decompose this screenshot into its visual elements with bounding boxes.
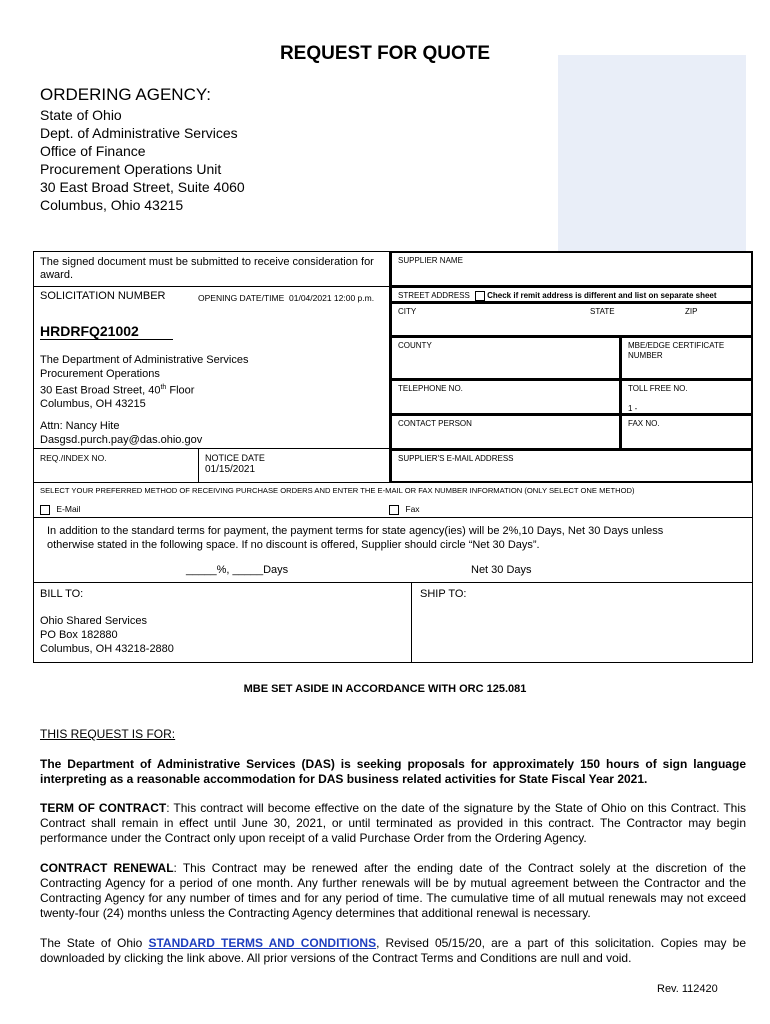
ordering-agency-heading: ORDERING AGENCY: bbox=[40, 85, 211, 104]
mbe-set-aside: MBE SET ASIDE IN ACCORDANCE WITH ORC 125.081 bbox=[243, 683, 527, 695]
page-title: REQUEST FOR QUOTE bbox=[279, 43, 491, 64]
bill-to-line: Columbus, OH 43218-2880 bbox=[40, 643, 174, 655]
contact-person-label: CONTACT PERSON bbox=[398, 419, 472, 428]
bill-to-label: BILL TO: bbox=[40, 588, 84, 600]
standard-terms-paragraph: The State of Ohio STANDARD TERMS AND CONDITIONS, Revised 05/15/20, are a part of this solicitation. Copies may be downloaded by clicking the link above. All prior versions of the Contract Terms and Conditions are null and void. bbox=[40, 936, 747, 965]
opening-date-value: 01/04/2021 12:00 p.m. bbox=[289, 293, 375, 303]
signed-notice-box bbox=[33, 251, 390, 287]
net-30-days[interactable]: Net 30 Days bbox=[471, 564, 532, 576]
po-method-box bbox=[33, 482, 753, 518]
dept-line: Procurement Operations bbox=[40, 367, 160, 380]
request-heading: THIS REQUEST IS FOR: bbox=[40, 727, 176, 741]
attn-block bbox=[40, 420, 202, 447]
opening-date-label: OPENING DATE/TIME 01/04/2021 12:00 p.m. bbox=[198, 293, 375, 303]
street-address-field[interactable] bbox=[390, 286, 753, 303]
mbe-certificate-label: MBE/EDGE CERTIFICATE NUMBER bbox=[628, 341, 725, 360]
email-option[interactable]: E-Mail bbox=[40, 504, 80, 515]
agency-line: State of Ohio bbox=[40, 107, 122, 123]
renewal-label: CONTRACT RENEWAL bbox=[40, 861, 174, 875]
county-field[interactable] bbox=[390, 336, 621, 380]
term-label: TERM OF CONTRACT bbox=[40, 801, 167, 815]
email-checkbox[interactable] bbox=[40, 505, 50, 515]
remit-note: Check if remit address is different and list on separate sheet bbox=[487, 291, 717, 301]
bill-to-box bbox=[33, 582, 412, 663]
fax-label: FAX NO. bbox=[628, 419, 660, 428]
payment-text: In addition to the standard terms for payment, the payment terms for state agency(ies) will be 2%,10 Days, Net 30 Days unless otherwise stated in the following space. If no discount is offered, Supplier should circle “Net 30 Days”. bbox=[47, 525, 664, 551]
fax-checkbox[interactable] bbox=[389, 505, 399, 515]
fax-option[interactable]: Fax bbox=[389, 504, 420, 515]
solicitation-label: SOLICITATION NUMBER bbox=[40, 290, 166, 302]
contract-renewal bbox=[40, 861, 746, 921]
mbe-certificate-field[interactable] bbox=[620, 336, 753, 380]
city-label: CITY bbox=[398, 307, 417, 316]
dept-address bbox=[40, 354, 248, 412]
req-index-label: REQ./INDEX NO. bbox=[40, 453, 107, 463]
agency-line: 30 East Broad Street, Suite 4060 bbox=[40, 179, 245, 195]
bill-to-line: PO Box 182880 bbox=[40, 629, 118, 641]
telephone-label: TELEPHONE NO. bbox=[398, 384, 463, 393]
dept-city: Columbus, OH 43215 bbox=[40, 398, 146, 411]
remit-checkbox[interactable] bbox=[475, 291, 485, 301]
ordering-agency-address bbox=[40, 106, 245, 214]
notice-date-box bbox=[198, 448, 390, 483]
contact-person-field[interactable] bbox=[390, 414, 621, 450]
city-state-zip-field[interactable] bbox=[390, 302, 753, 337]
bill-to-address bbox=[40, 614, 174, 656]
tollfree-field[interactable] bbox=[620, 379, 753, 415]
bill-to-line: Ohio Shared Services bbox=[40, 615, 147, 627]
discount-blank[interactable]: _____%, _____Days bbox=[186, 564, 289, 576]
supplier-name-field[interactable] bbox=[390, 251, 753, 287]
agency-line: Columbus, Ohio 43215 bbox=[40, 197, 184, 213]
notice-date-value: 01/15/2021 bbox=[205, 464, 256, 475]
notice-date-label: NOTICE DATE bbox=[205, 453, 265, 463]
agency-line: Office of Finance bbox=[40, 143, 146, 159]
supplier-name-label: SUPPLIER NAME bbox=[398, 256, 463, 265]
supplier-email-label: SUPPLIER'S E-MAIL ADDRESS bbox=[398, 454, 514, 463]
term-text: : This contract will become effective on the date of the signature by the State of Ohio on this Contract. This Contract shall remain in effect until June 30, 2021, or until terminated as provided in this contract. The Contractor may begin performance under the Contract only upon receipt of a valid Purchase Order from the Ordering Agency. bbox=[40, 801, 746, 845]
agency-line: Dept. of Administrative Services bbox=[40, 125, 238, 141]
attn-email: Dasgsd.purch.pay@das.ohio.gov bbox=[40, 433, 203, 446]
attn-name: Attn: Nancy Hite bbox=[40, 420, 120, 432]
po-method-instruction: SELECT YOUR PREFERRED METHOD OF RECEIVING PURCHASE ORDERS AND ENTER THE E-MAIL OR FAX NUMBER INFORMATION (ONLY SELECT ONE METHOD) bbox=[40, 486, 635, 495]
street-address-label: STREET ADDRESS Check if remit address is different and list on separate sheet bbox=[398, 291, 717, 301]
tollfree-value: 1 - bbox=[628, 404, 638, 413]
revision-number: Rev. 112420 bbox=[657, 983, 718, 995]
county-label: COUNTY bbox=[398, 341, 432, 350]
zip-label: ZIP bbox=[685, 307, 698, 316]
telephone-field[interactable] bbox=[390, 379, 621, 415]
term-of-contract bbox=[40, 801, 746, 846]
signed-notice: The signed document must be submitted to receive consideration for award. bbox=[40, 256, 374, 281]
blank-stamp-area bbox=[558, 55, 746, 252]
dept-street: 30 East Broad Street, 40th Floor bbox=[40, 384, 195, 397]
renewal-text: : This Contract may be renewed after the ending date of the Contract solely at the discretion of the Contracting Agency for a period of one month. Any further renewals will be by mutual agreement between the Contractor and the Contracting Agency for any number of times and for any period of time. The cumulative time of all mutual renewals may not exceed twenty-four (24) months unless the Contracting Agency determines that additional renewal is necessary. bbox=[40, 861, 746, 920]
payment-box bbox=[33, 517, 753, 583]
state-label: STATE bbox=[590, 307, 615, 316]
req-index-box bbox=[33, 448, 199, 483]
solicitation-box bbox=[33, 286, 390, 449]
solicitation-number: HRDRFQ21002 bbox=[40, 323, 173, 339]
fax-field[interactable] bbox=[620, 414, 753, 450]
request-description: The Department of Administrative Services (DAS) is seeking proposals for approximately 150 hours of sign language interpreting as a reasonable accommodation for DAS business related activities for State Fiscal Year 2021. bbox=[40, 757, 746, 786]
ship-to-label: SHIP TO: bbox=[420, 588, 467, 600]
tollfree-label: TOLL FREE NO. bbox=[628, 384, 688, 393]
standard-terms-link[interactable]: STANDARD TERMS AND CONDITIONS bbox=[148, 936, 377, 950]
dept-line: The Department of Administrative Services bbox=[40, 354, 249, 366]
ship-to-box bbox=[411, 582, 753, 663]
agency-line: Procurement Operations Unit bbox=[40, 161, 222, 177]
supplier-email-field[interactable] bbox=[390, 449, 753, 483]
